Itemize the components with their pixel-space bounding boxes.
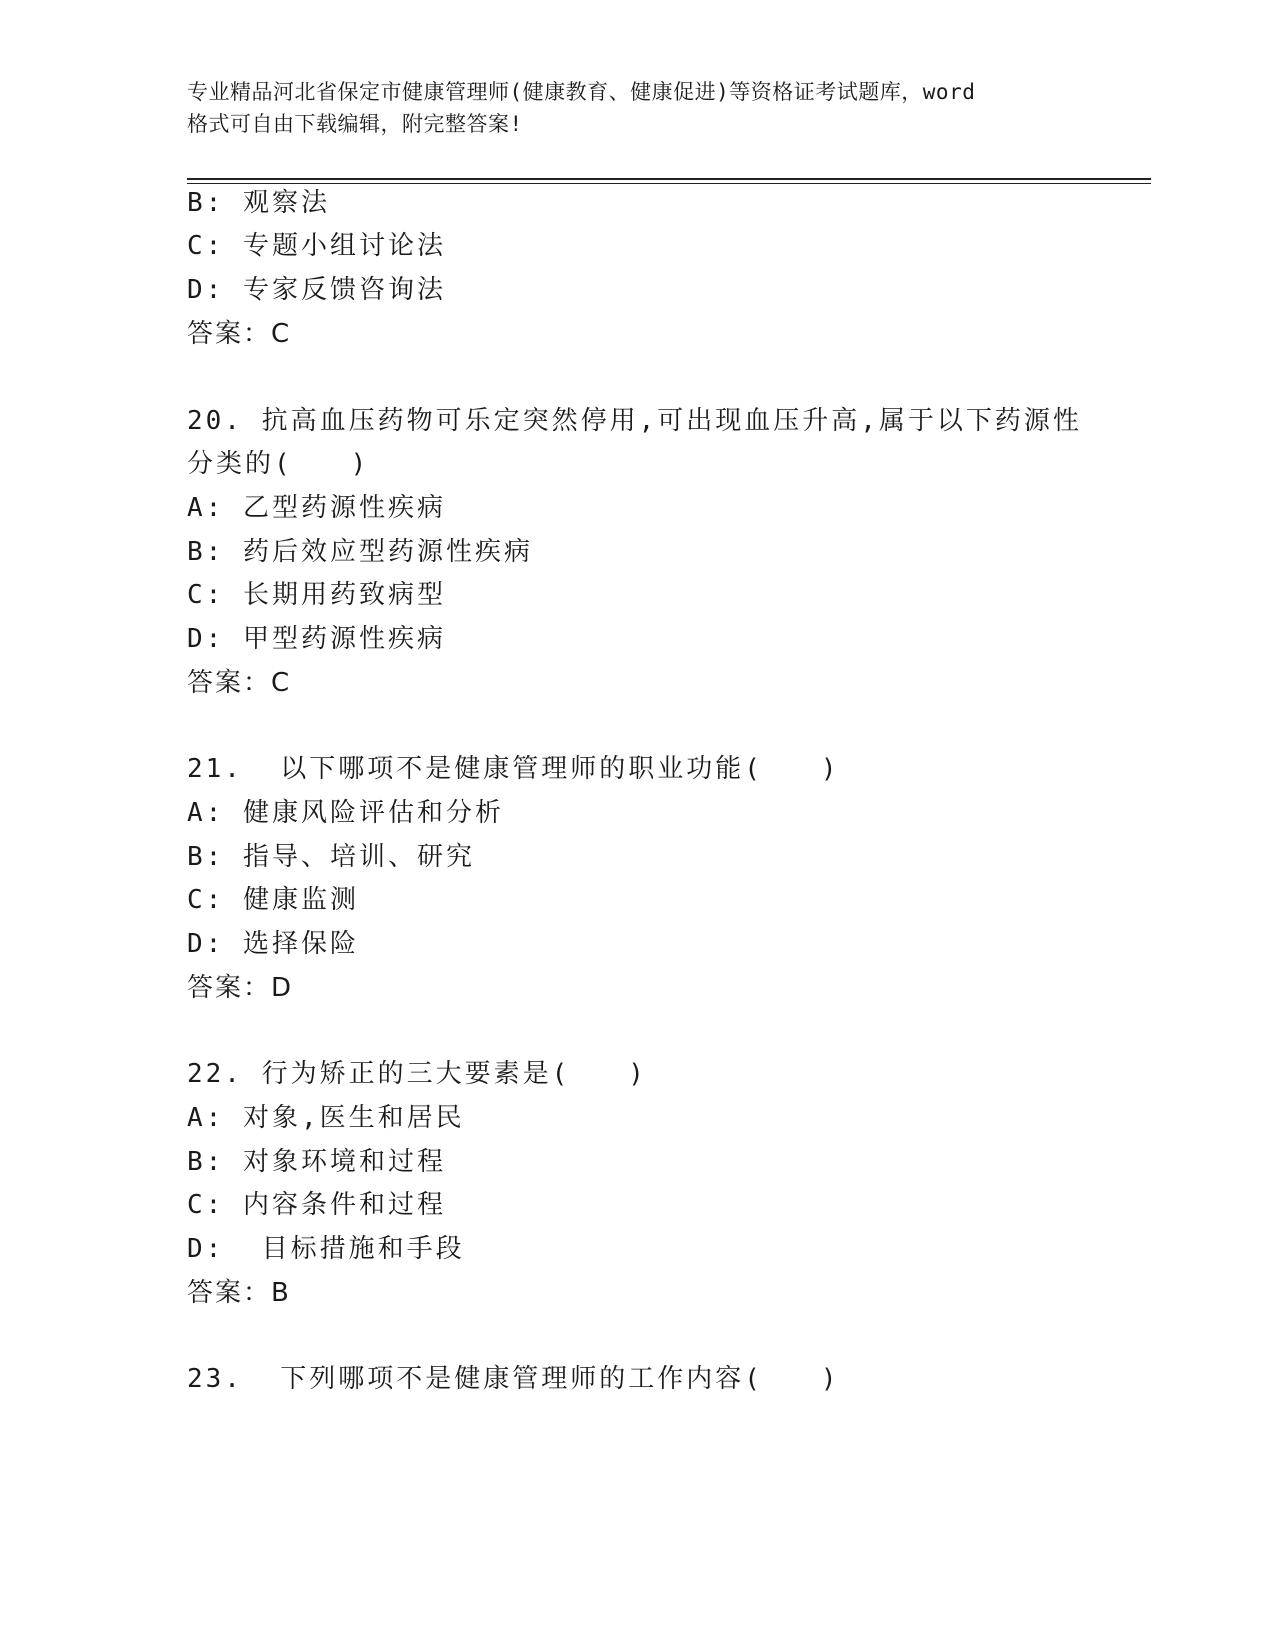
- q21-question: 21. 以下哪项不是健康管理师的职业功能( ): [187, 754, 840, 784]
- q21-option-a: A: 健康风险评估和分析: [187, 798, 504, 828]
- q20-question-line-1: 20. 抗高血压药物可乐定突然停用,可出现血压升高,属于以下药源性: [187, 406, 1082, 436]
- q22-answer: 答案：B: [187, 1278, 291, 1308]
- q19-option-d: D: 专家反馈咨询法: [187, 275, 446, 305]
- header-divider-thick: [187, 178, 1151, 180]
- q22-option-a: A: 对象,医生和居民: [187, 1103, 465, 1133]
- q23-question: 23. 下列哪项不是健康管理师的工作内容( ): [187, 1364, 840, 1394]
- q21-option-c: C: 健康监测: [187, 885, 359, 915]
- header-divider-thin: [187, 183, 1151, 184]
- q19-option-b: B: 观察法: [187, 188, 330, 218]
- q20-answer: 答案：C: [187, 668, 292, 698]
- q19-option-c: C: 专题小组讨论法: [187, 231, 446, 261]
- document-header: [187, 76, 1087, 140]
- q19-answer: 答案：C: [187, 319, 292, 349]
- q22-option-b: B: 对象环境和过程: [187, 1147, 446, 1177]
- q20-option-d: D: 甲型药源性疾病: [187, 624, 446, 654]
- header-line-2: 格式可自由下载编辑，附完整答案!: [187, 112, 523, 136]
- q20-option-b: B: 药后效应型药源性疾病: [187, 537, 533, 567]
- q21-answer: 答案：D: [187, 973, 294, 1003]
- q21-option-b: B: 指导、培训、研究: [187, 842, 475, 872]
- q22-option-d: D: 目标措施和手段: [187, 1234, 465, 1264]
- q22-question: 22. 行为矫正的三大要素是( ): [187, 1059, 647, 1089]
- q21-option-d: D: 选择保险: [187, 929, 359, 959]
- q22-option-c: C: 内容条件和过程: [187, 1190, 446, 1220]
- q20-option-a: A: 乙型药源性疾病: [187, 493, 446, 523]
- header-line-1: 专业精品河北省保定市健康管理师(健康教育、健康促进)等资格证考试题库，word: [187, 80, 976, 104]
- q20-option-c: C: 长期用药致病型: [187, 580, 446, 610]
- q20-question-line-2: 分类的( ): [187, 449, 370, 479]
